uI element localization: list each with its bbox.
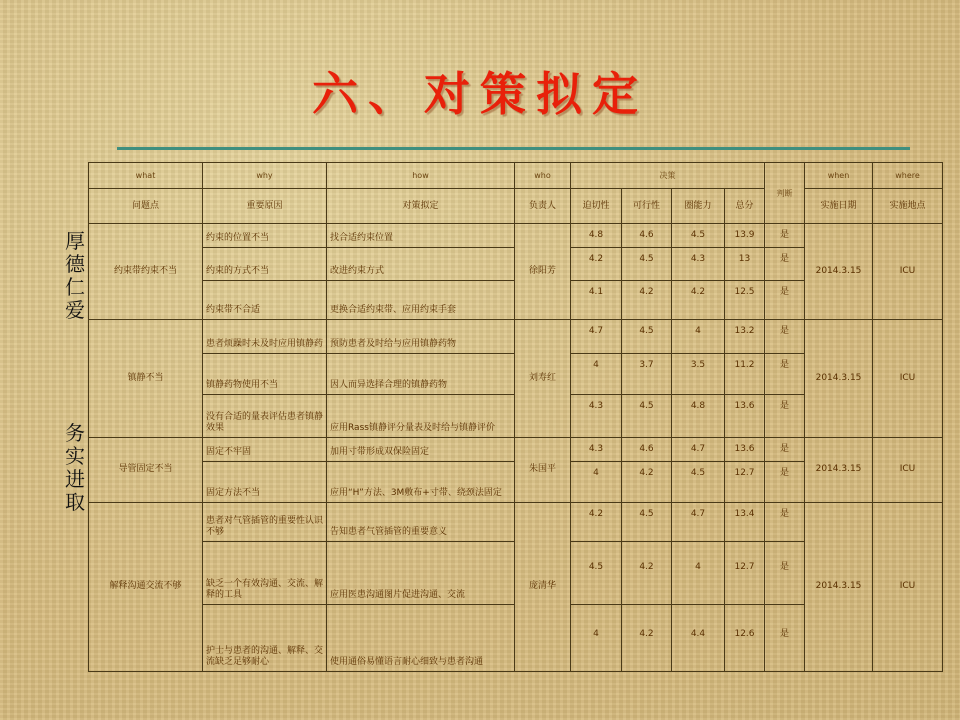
judge-cell: 是: [765, 437, 805, 461]
score-capability: 4.4: [672, 604, 725, 671]
table-row: [89, 502, 943, 541]
measure-cell: 应用医患沟通图片促进沟通、交流: [327, 541, 515, 604]
score-capability: 3.5: [672, 354, 725, 395]
reason-cell: 固定方法不当: [203, 462, 327, 503]
score-total: 13.2: [725, 319, 765, 354]
score-urgency: 4: [571, 354, 622, 395]
header-date: 实施日期: [805, 189, 873, 224]
score-urgency: 4.2: [571, 248, 622, 281]
measure-cell: 应用Rass镇静评分量表及时给与镇静评价: [327, 395, 515, 438]
reason-cell: 患者烦躁时未及时应用镇静药: [203, 319, 327, 354]
score-total: 12.7: [725, 462, 765, 503]
score-urgency: 4.2: [571, 502, 622, 541]
score-total: 13.6: [725, 395, 765, 438]
score-feasibility: 4.6: [622, 437, 672, 461]
score-capability: 4.5: [672, 224, 725, 248]
measure-cell: 使用通俗易懂语言耐心细致与患者沟通: [327, 604, 515, 671]
score-feasibility: 4.5: [622, 319, 672, 354]
date-cell: 2014.3.15: [805, 319, 873, 437]
score-feasibility: 4.5: [622, 502, 672, 541]
date-cell: 2014.3.15: [805, 224, 873, 320]
problem-cell: 解释沟通交流不够: [89, 502, 203, 671]
judge-cell: 是: [765, 319, 805, 354]
score-feasibility: 4.2: [622, 541, 672, 604]
judge-cell: 是: [765, 395, 805, 438]
score-capability: 4.2: [672, 281, 725, 320]
owner-cell: 朱国平: [515, 437, 571, 502]
score-feasibility: 4.2: [622, 281, 672, 320]
location-cell: ICU: [873, 502, 943, 671]
reason-cell: 患者对气管插管的重要性认识不够: [203, 502, 327, 541]
judge-cell: 是: [765, 541, 805, 604]
score-urgency: 4: [571, 604, 622, 671]
table-row: [89, 437, 943, 461]
reason-cell: 固定不牢固: [203, 437, 327, 461]
score-capability: 4.5: [672, 462, 725, 503]
reason-cell: 镇静药物使用不当: [203, 354, 327, 395]
header-why: why: [203, 163, 327, 189]
side-motto-1: 厚德仁爱: [65, 229, 85, 322]
header-reason: 重要原因: [203, 189, 327, 224]
header-who: who: [515, 163, 571, 189]
reason-cell: 缺乏一个有效沟通、交流、解释的工具: [203, 541, 327, 604]
score-feasibility: 3.7: [622, 354, 672, 395]
owner-cell: 刘寿红: [515, 319, 571, 437]
score-urgency: 4.5: [571, 541, 622, 604]
header-row-1: [89, 163, 943, 189]
date-cell: 2014.3.15: [805, 502, 873, 671]
judge-cell: 是: [765, 462, 805, 503]
score-feasibility: 4.5: [622, 395, 672, 438]
header-owner: 负责人: [515, 189, 571, 224]
header-measure: 对策拟定: [327, 189, 515, 224]
score-total: 13: [725, 248, 765, 281]
header-decision: 决策: [571, 163, 765, 189]
score-capability: 4: [672, 319, 725, 354]
problem-cell: 导管固定不当: [89, 437, 203, 502]
table-row: [89, 319, 943, 354]
header-feasibility: 可行性: [622, 189, 672, 224]
judge-cell: 是: [765, 502, 805, 541]
header-when: when: [805, 163, 873, 189]
header-urgency: 迫切性: [571, 189, 622, 224]
score-total: 12.7: [725, 541, 765, 604]
judge-cell: 是: [765, 281, 805, 320]
score-capability: 4.8: [672, 395, 725, 438]
reason-cell: 约束的方式不当: [203, 248, 327, 281]
score-total: 12.5: [725, 281, 765, 320]
score-capability: 4.7: [672, 502, 725, 541]
judge-cell: 是: [765, 248, 805, 281]
judge-cell: 是: [765, 354, 805, 395]
countermeasure-table: [88, 162, 943, 672]
score-urgency: 4.8: [571, 224, 622, 248]
location-cell: ICU: [873, 437, 943, 502]
measure-cell: 应用“H”方法、3M敷布+寸带、绕颈法固定: [327, 462, 515, 503]
header-where: where: [873, 163, 943, 189]
header-capability: 圈能力: [672, 189, 725, 224]
score-urgency: 4.3: [571, 437, 622, 461]
measure-cell: 找合适约束位置: [327, 224, 515, 248]
header-row-2: [89, 189, 943, 224]
score-feasibility: 4.6: [622, 224, 672, 248]
owner-cell: 徐阳芳: [515, 224, 571, 320]
location-cell: ICU: [873, 224, 943, 320]
measure-cell: 加用寸带形成双保险固定: [327, 437, 515, 461]
header-judge: 判断: [765, 163, 805, 224]
owner-cell: 庞清华: [515, 502, 571, 671]
side-motto-2: 务实进取: [65, 421, 85, 514]
score-urgency: 4.7: [571, 319, 622, 354]
measure-cell: 改进约束方式: [327, 248, 515, 281]
measure-cell: 因人而异选择合理的镇静药物: [327, 354, 515, 395]
header-location: 实施地点: [873, 189, 943, 224]
header-problem: 问题点: [89, 189, 203, 224]
score-urgency: 4.3: [571, 395, 622, 438]
slide-title: 六、对策拟定: [312, 67, 648, 121]
judge-cell: 是: [765, 604, 805, 671]
score-total: 13.9: [725, 224, 765, 248]
score-capability: 4.3: [672, 248, 725, 281]
reason-cell: 约束带不合适: [203, 281, 327, 320]
score-total: 11.2: [725, 354, 765, 395]
header-total: 总分: [725, 189, 765, 224]
measure-cell: 预防患者及时给与应用镇静药物: [327, 319, 515, 354]
score-feasibility: 4.2: [622, 462, 672, 503]
reason-cell: 护士与患者的沟通、解释、交流缺乏足够耐心: [203, 604, 327, 671]
reason-cell: 没有合适的量表评估患者镇静效果: [203, 395, 327, 438]
judge-cell: 是: [765, 224, 805, 248]
reason-cell: 约束的位置不当: [203, 224, 327, 248]
problem-cell: 约束带约束不当: [89, 224, 203, 320]
score-total: 13.6: [725, 437, 765, 461]
score-feasibility: 4.5: [622, 248, 672, 281]
score-capability: 4.7: [672, 437, 725, 461]
location-cell: ICU: [873, 319, 943, 437]
score-feasibility: 4.2: [622, 604, 672, 671]
header-how: how: [327, 163, 515, 189]
score-total: 12.6: [725, 604, 765, 671]
score-urgency: 4.1: [571, 281, 622, 320]
measure-cell: 更换合适约束带、应用约束手套: [327, 281, 515, 320]
header-what: what: [89, 163, 203, 189]
table-row: [89, 224, 943, 248]
score-total: 13.4: [725, 502, 765, 541]
date-cell: 2014.3.15: [805, 437, 873, 502]
title-divider: [117, 147, 910, 150]
problem-cell: 镇静不当: [89, 319, 203, 437]
score-urgency: 4: [571, 462, 622, 503]
measure-cell: 告知患者气管插管的重要意义: [327, 502, 515, 541]
score-capability: 4: [672, 541, 725, 604]
